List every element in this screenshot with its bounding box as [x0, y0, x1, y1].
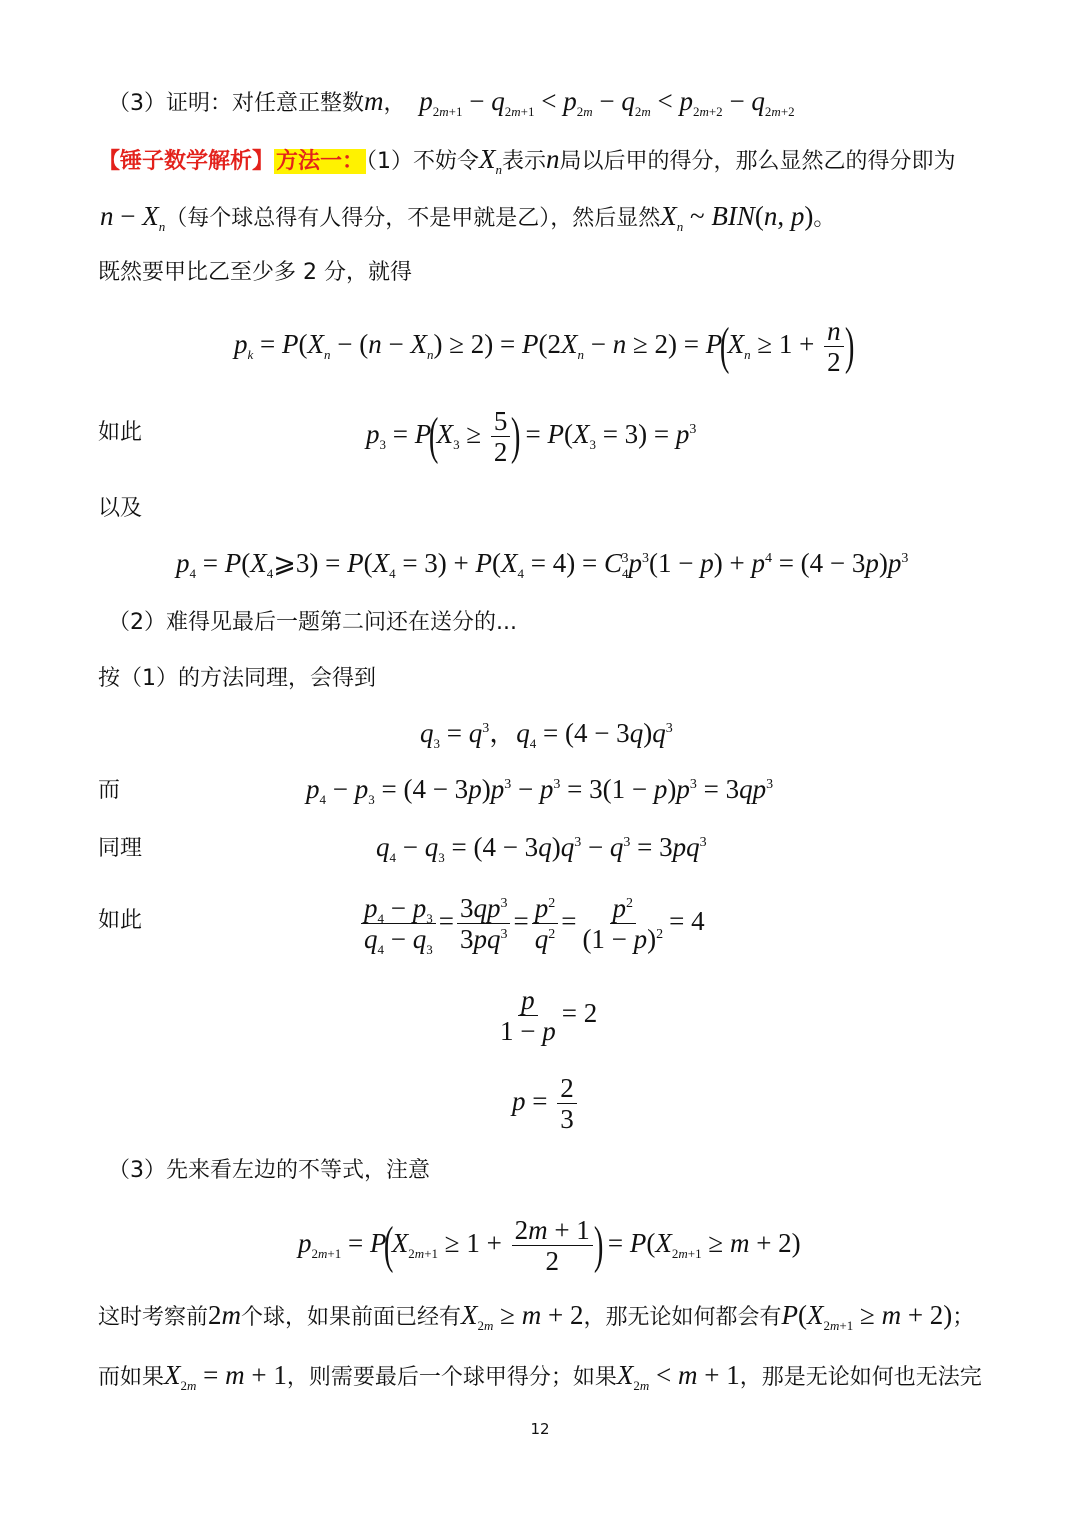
brand-label: 【锤子数学解析】	[98, 149, 275, 174]
part3-line-1	[98, 1300, 974, 1333]
label-er: 而	[98, 778, 121, 803]
text-segment: 个球，如果前面已经有	[241, 1305, 462, 1330]
solution-line-3: 既然要甲比乙至少多 2 分，就得	[98, 260, 412, 285]
page-number: 12	[530, 1420, 550, 1438]
equation-q3-q4: $q_3 = q^3$，$q_4 = (4 - 3q)q^3$	[420, 718, 673, 751]
equation-ratio: $\frac{p_4 - p_3}{q_4 - q_3}$ = $\frac{3qp^3}{3pq^3}$ = $\frac{p^2}{q^2}$ = $\frac{p^2}{(1 - p)^2}$ = 4	[358, 888, 705, 954]
label-tongli: 同理	[98, 836, 143, 861]
part3-label: （3）证明：对任意正整数	[108, 91, 364, 116]
equation-p-ratio: $\frac{p}{1 - p}$ = 2	[500, 985, 598, 1047]
text-segment: ，那是无论如何也无法完	[739, 1365, 982, 1390]
equation-q4-minus-q3: $q_4 - q_3 = (4 - 3q)q^3 - q^3 = 3pq^3$	[376, 832, 707, 865]
label-yiji: 以及	[98, 496, 143, 521]
math-m: m	[364, 86, 384, 116]
text-segment: （每个球总得有人得分，不是甲就是乙），然后显然	[165, 206, 661, 231]
math-p-x2m1: $P(X_{2m+1} \ge m + 2)$	[781, 1300, 953, 1333]
text-segment: 这时考察前	[98, 1305, 209, 1330]
equation-p4: $p_4$ = $P(X_4⩾3) = P(X_4 = 3) + P(X_4 = 4) = C_4^3p^3(1 - p) + p^4 = (4 - 3p)p^3$	[176, 548, 909, 581]
method-highlight: 方法一：	[276, 149, 365, 174]
text-segment: ；	[952, 1305, 975, 1330]
part3-heading: （3）先来看左边的不等式，注意	[108, 1158, 430, 1183]
equation-pk: $p_k = P(X_n - (n - X_n) \ge 2) = P(2X_n - n \ge 2) = P(X_n \ge 1$ + $\frac{n}{2}$ )	[234, 316, 855, 378]
math-n: n	[546, 144, 560, 174]
math-xn: $X_n$	[479, 144, 503, 177]
math-x2m-eq: $X_{2m} = m + 1$	[164, 1360, 287, 1393]
math-2m: 2m	[208, 1300, 242, 1330]
comma: ，	[383, 91, 406, 116]
inequality-chain: $p_{2m+1} - q_{2m+1} < p_{2m} - q_{2m} < p_{2m+2} - q_{2m+2}$	[419, 86, 795, 119]
text-segment: ，则需要最后一个球甲得分；如果	[286, 1365, 617, 1390]
solution-line-2	[100, 201, 835, 234]
equation-p-value: p = $\frac{2}{3}$	[512, 1068, 580, 1134]
math-x2m-ge: $X_{2m} \ge m + 2$	[461, 1300, 584, 1333]
equation-p4-minus-p3: $p_4 - p_3 = (4 - 3p)p^3 - p^3 = 3(1 - p)p^3 = 3qp^3$	[306, 774, 774, 807]
part2-text: 按（1）的方法同理，会得到	[98, 666, 376, 691]
label-ruci-2: 如此	[98, 908, 143, 933]
text-segment: 而如果	[98, 1365, 165, 1390]
text-segment: 局以后甲的得分，那么显然乙的得分即为	[559, 149, 956, 174]
math-x2m-lt: $X_{2m} < m + 1$	[616, 1360, 740, 1393]
text-segment: ，那无论如何都会有	[583, 1305, 782, 1330]
math-n-minus-xn: $n - X_n$	[100, 201, 166, 234]
text-segment: （1）不妨令	[366, 149, 480, 174]
equation-p2m1: $p_{2m+1} = P(X_{2m+1} \ge 1$ + $\frac{2m + 1}{2}$ ) = $P(X_{2m+1} \ge m + 2)$	[298, 1215, 801, 1277]
part2-heading: （2）难得见最后一题第二问还在送分的...	[108, 610, 517, 635]
math-binomial: $X_n$ ~ BIN(n, p)	[660, 201, 814, 234]
solution-line-1	[98, 144, 956, 177]
equation-p3: $p_3 = P(X_3$ ≥ $\frac{5}{2}$ ) = $P(X_3 = 3) = p^3$	[366, 406, 697, 468]
part3-statement	[108, 86, 795, 119]
label-ruci: 如此	[98, 420, 143, 445]
text-segment: 。	[813, 206, 836, 231]
text-segment: 表示	[502, 149, 547, 174]
part3-line-2	[98, 1360, 982, 1393]
